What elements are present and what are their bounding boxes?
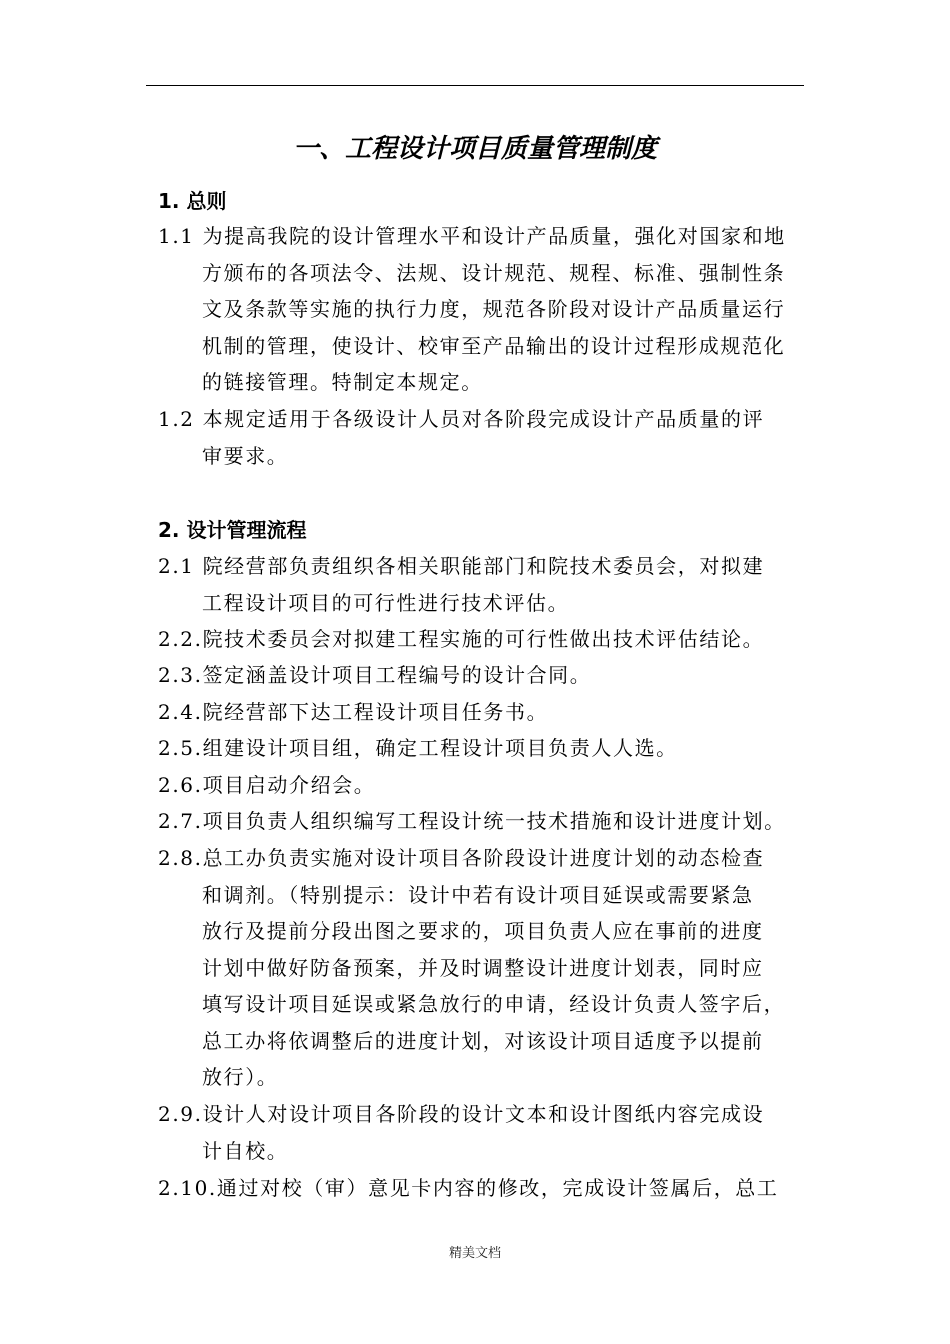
clause-2-6 <box>158 767 808 804</box>
clause-2-8 <box>158 840 808 1096</box>
clause-2-3 <box>158 657 808 694</box>
clause-line: 文及条款等实施的执行力度，规范各阶段对设计产品质量运行 <box>202 297 786 321</box>
clause-line: 2.8.总工办负责实施对设计项目各阶段设计进度计划的动态检查 <box>158 846 765 870</box>
clause-line: 2.1 院经营部负责组织各相关职能部门和院技术委员会，对拟建 <box>158 554 765 578</box>
clause-line: 放行）。 <box>202 1065 279 1089</box>
clause-2-7 <box>158 803 808 840</box>
clause-line: 2.7.项目负责人组织编写工程设计统一技术措施和设计进度计划。 <box>158 809 786 833</box>
clause-2-1 <box>158 548 808 621</box>
clause-line: 2.6.项目启动介绍会。 <box>158 773 376 797</box>
clause-line: 2.3.签定涵盖设计项目工程编号的设计合同。 <box>158 663 592 687</box>
clause-line: 工程设计项目的可行性进行技术评估。 <box>202 590 570 615</box>
clause-2-10 <box>158 1170 808 1207</box>
clause-2-2 <box>158 621 808 658</box>
clause-line: 填写设计项目延误或紧急放行的申请，经设计负责人签字后， <box>202 992 786 1016</box>
clause-2-5 <box>158 730 808 767</box>
clause-line: 2.2.院技术委员会对拟建工程实施的可行性做出技术评估结论。 <box>158 627 765 651</box>
clause-2-4 <box>158 694 808 731</box>
clause-line: 放行及提前分段出图之要求的，项目负责人应在事前的进度 <box>202 919 764 943</box>
clause-line: 计划中做好防备预案，并及时调整设计进度计划表，同时应 <box>202 955 764 980</box>
clause-line: 和调剂。（特别提示：设计中若有设计项目延误或需要紧急 <box>202 882 754 907</box>
clause-line: 1.1 为提高我院的设计管理水平和设计产品质量，强化对国家和地 <box>158 224 786 248</box>
clause-line: 方颁布的各项法令、法规、设计规范、规程、标准、强制性条 <box>202 260 786 285</box>
clause-1-2 <box>158 401 808 474</box>
clause-line: 2.9.设计人对设计项目各阶段的设计文本和设计图纸内容完成设 <box>158 1102 765 1126</box>
clause-line: 总工办将依调整后的进度计划，对该设计项目适度予以提前 <box>202 1028 764 1053</box>
clause-line: 计自校。 <box>202 1138 289 1163</box>
clause-line: 2.10.通过对校（审）意见卡内容的修改，完成设计签属后，总工 <box>158 1176 779 1200</box>
clause-line: 审要求。 <box>202 443 289 468</box>
section-heading-process: 2. 设计管理流程 <box>158 518 307 542</box>
clause-1-1 <box>158 218 808 401</box>
clause-line: 1.2 本规定适用于各级设计人员对各阶段完成设计产品质量的评 <box>158 407 765 431</box>
section-heading-general: 1. 总则 <box>158 189 227 213</box>
document-title: 一、工程设计项目质量管理制度 <box>292 134 657 164</box>
clause-line: 的链接管理。特制定本规定。 <box>202 370 483 394</box>
clause-2-9 <box>158 1096 808 1169</box>
clause-line: 机制的管理，使设计、校审至产品输出的设计过程形成规范化 <box>202 333 786 358</box>
page-footer: 精美文档 <box>448 1246 501 1261</box>
clause-line: 2.5.组建设计项目组，确定工程设计项目负责人人选。 <box>158 736 678 760</box>
clause-line: 2.4.院经营部下达工程设计项目任务书。 <box>158 700 549 724</box>
header-rule <box>146 85 804 86</box>
